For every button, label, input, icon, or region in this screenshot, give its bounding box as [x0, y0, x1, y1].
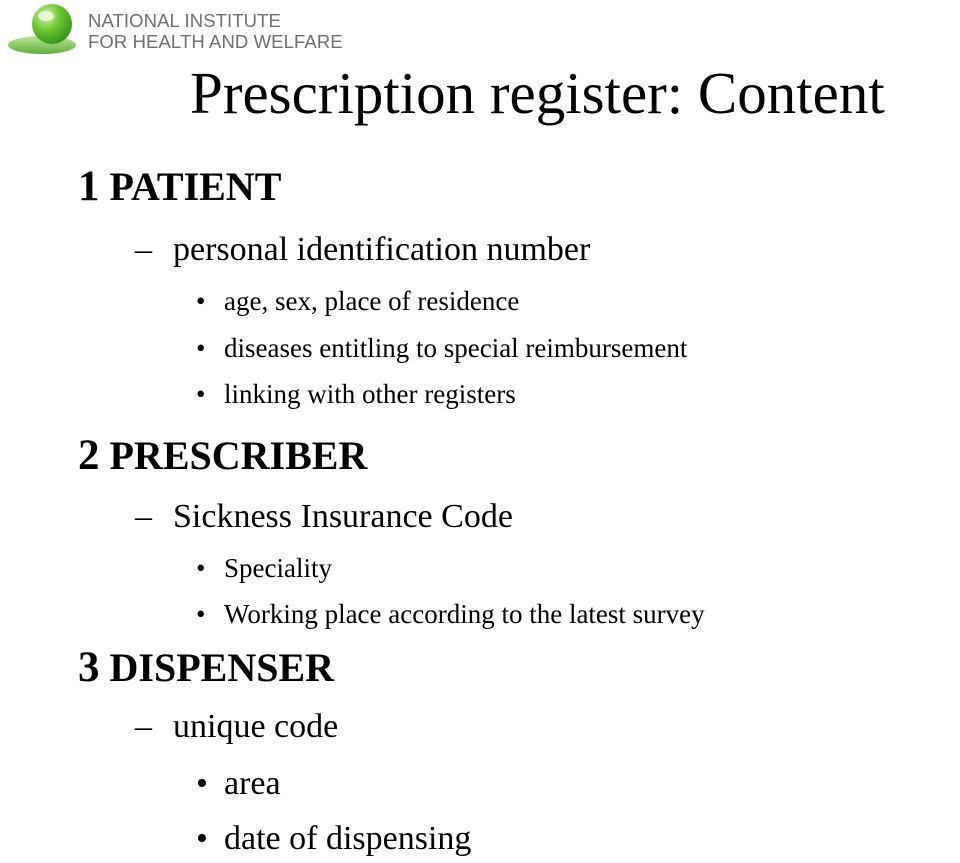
bullet-icon: •	[196, 379, 206, 409]
sub-item	[135, 497, 513, 537]
bullet-icon: •	[196, 599, 206, 629]
list-item-text: age, sex, place of residence	[224, 286, 520, 316]
bullet-icon: •	[196, 286, 206, 316]
sub-item-text: personal identification number	[173, 231, 591, 268]
org-name-line2: FOR HEALTH AND WELFARE	[88, 31, 343, 52]
list-item	[196, 332, 687, 364]
section-number: 1	[78, 163, 100, 210]
org-name-line1: NATIONAL INSTITUTE	[88, 10, 281, 31]
section-title: DISPENSER	[109, 645, 335, 690]
list-item	[196, 764, 281, 804]
section-number: 2	[78, 432, 100, 479]
dash-icon: –	[135, 708, 152, 745]
green-sphere-logo-icon	[4, 2, 78, 58]
section-title: PRESCRIBER	[109, 433, 368, 478]
bullet-icon: •	[196, 333, 206, 363]
list-item	[196, 598, 705, 630]
dash-icon: –	[135, 498, 152, 535]
list-item	[196, 819, 471, 859]
list-item-text: Working place according to the latest survey	[224, 599, 705, 629]
list-item	[196, 285, 519, 317]
list-item-text: area	[224, 765, 281, 802]
list-item-text: linking with other registers	[224, 379, 516, 409]
list-item	[196, 552, 332, 584]
sub-item	[135, 230, 590, 270]
sub-item-text: Sickness Insurance Code	[173, 498, 513, 535]
list-item-text: Speciality	[224, 553, 332, 583]
section-heading-patient	[78, 164, 281, 210]
section-title: PATIENT	[109, 164, 282, 209]
sub-item-text: unique code	[173, 708, 339, 745]
list-item-text: diseases entitling to special reimbursement	[224, 333, 688, 363]
section-heading-prescriber	[78, 433, 367, 479]
list-item	[196, 378, 516, 410]
section-heading-dispenser	[78, 645, 334, 691]
institute-logo	[4, 2, 364, 58]
list-item-text: date of dispensing	[224, 820, 472, 857]
sub-item	[135, 707, 338, 747]
bullet-icon: •	[196, 553, 206, 583]
section-number: 3	[78, 644, 100, 691]
bullet-icon: •	[196, 765, 208, 802]
page-title: Prescription register: Content	[190, 60, 885, 126]
bullet-icon: •	[196, 820, 208, 857]
dash-icon: –	[135, 231, 152, 268]
